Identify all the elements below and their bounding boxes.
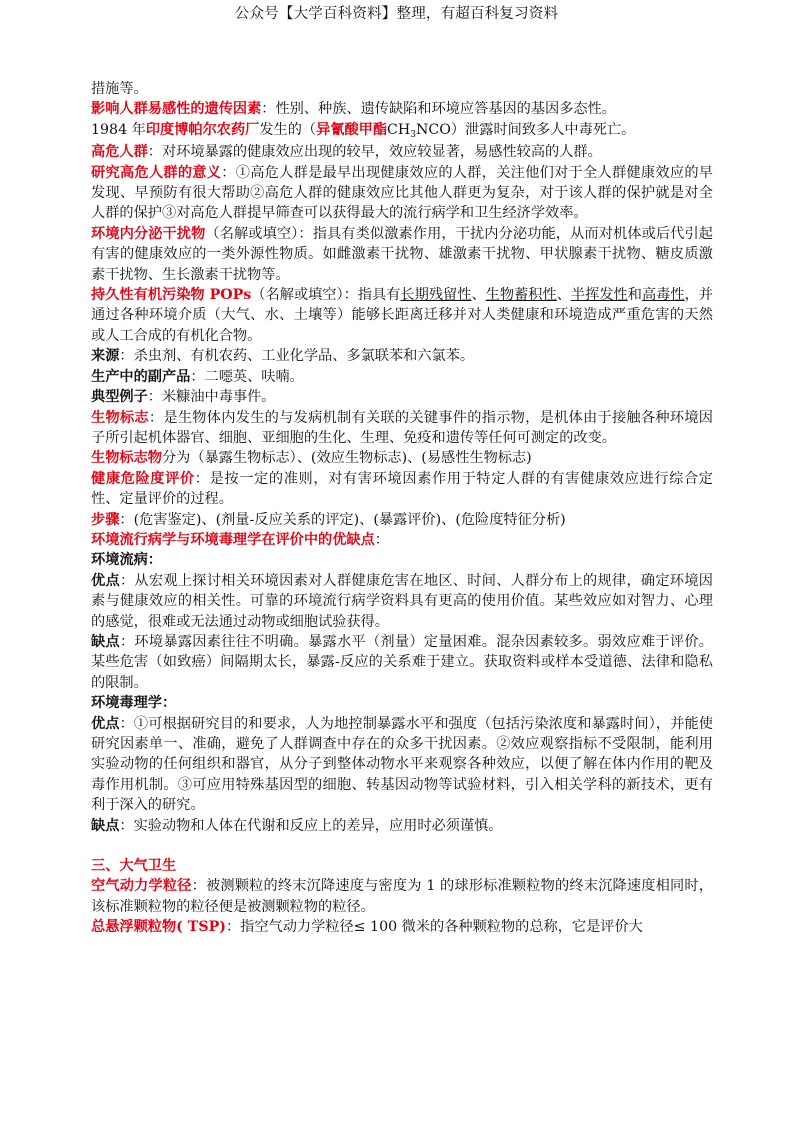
term-label: 高危人群: [91, 144, 148, 161]
term-label: 环境内分泌干扰物: [91, 225, 206, 242]
paragraph: [91, 387, 713, 407]
text: （名解或填空）：指具有类似激素作用，干扰内分泌功能，从而对机体或后代引起有害的健康效应的一类外源性物质。如雌激素干扰物、雄激素干扰物、甲状腺素干扰物、糖皮质激素干扰物、生长激素干扰物等。: [91, 225, 713, 283]
term-label: 异氰酸甲酯: [316, 121, 388, 138]
text: 、: [556, 287, 571, 304]
text: ：从宏观上探讨相关环境因素对人群健康危害在地区、时间、人群分布上的规律，确定环境因素与健康效应的相关性。可靠的环境流行病学资料具有更高的使用价值。某些效应如对智力、心理的感觉，很难或无法通过动物或细胞试验获得。: [91, 572, 713, 630]
paragraph: [91, 714, 713, 816]
text: NCO: [416, 121, 451, 138]
term-label: 典型例子: [91, 389, 148, 406]
section-title: 三、大气卫生: [91, 858, 177, 875]
subheading: 环境毒理学：: [91, 695, 177, 712]
paragraph: [91, 530, 713, 550]
subheading: 环境流病：: [91, 552, 162, 569]
term-label: 来源: [91, 348, 120, 365]
paragraph: [91, 79, 713, 99]
paragraph: [91, 285, 713, 346]
paragraph: [91, 571, 713, 632]
paragraph: [91, 408, 713, 449]
paragraph: [91, 120, 713, 142]
paragraph: [91, 99, 713, 119]
text: ：: [374, 531, 389, 548]
text: （名解或填空）：指具有: [251, 287, 401, 304]
term-label: 影响人群易感性的遗传因素: [91, 101, 262, 118]
text: 发生的（: [259, 121, 317, 138]
text: ：指空气动力学粒径≤ 100 微米的各种颗粒物的总称，它是评价大: [225, 919, 643, 936]
text: ：性别、种族、遗传缺陷和环境应答基因的基因多态性。: [261, 101, 616, 118]
term-label: 持久性有机污染物 POPs: [91, 287, 252, 304]
paragraph: [91, 632, 713, 693]
underlined-term: 长期残留性: [400, 287, 472, 304]
text: ：杀虫剂、有机农药、工业化学品、多氯联苯和六氯苯。: [119, 348, 475, 365]
paragraph: [91, 367, 713, 387]
text: 分为（暴露生物标志）、(效应生物标志)、(易感性生物标志): [161, 450, 532, 467]
spacer: [91, 836, 713, 856]
term-label: 生产中的副产品: [91, 368, 191, 385]
term-label: 步骤: [91, 511, 120, 528]
text: ：环境暴露因素往往不明确。暴露水平（剂量）定量困难。混杂因素较多。弱效应难于评价。某些危害（如致癌）间隔期太长，暴露-反应的关系难于建立。获取资料或样本受道德、法律和隐私的限制。: [91, 633, 713, 691]
text: ：被测颗粒的终末沉降速度与密度为 1 的球形标准颗粒物的终末沉降速度相同时，该标准颗粒物的粒径便是被测颗粒物的粒径。: [91, 878, 713, 915]
paragraph: [91, 346, 713, 366]
term-label: 生物标志物: [91, 450, 162, 467]
chemical-formula: [387, 122, 451, 138]
page-header: 公众号【大学百科资料】整理，有超百科复习资料: [234, 6, 559, 22]
term-label: 优点: [91, 572, 120, 589]
paragraph: [91, 917, 713, 937]
text: ：①可根据研究目的和要求，人为地控制暴露水平和强度（包括污染浓度和暴露时间），并能使研究因素单一、准确，避免了人群调查中存在的众多干扰因素。②效应观察指标不受限制，能利用实验动物的任何组织和器官，从分子到整体动物水平来观察各种效应，以便了解在体内作用的靶及毒作用机制。③可应用特殊基因型的细胞、转基因动物等试验材料，引入相关学科的新技术，更有利于深入的研究。: [91, 715, 713, 814]
text: 1984 年: [91, 121, 146, 138]
paragraph: [91, 550, 713, 570]
underlined-term: 高毒性: [641, 287, 685, 304]
paragraph: [91, 510, 713, 530]
text: ：(危害鉴定)、(剂量-反应关系的评定)、(暴露评价)、(危险度特征分析): [119, 511, 566, 528]
paragraph: [91, 448, 713, 468]
paragraph: [91, 163, 713, 224]
term-label: 空气动力学粒径: [91, 878, 192, 895]
term-label: 优点: [91, 715, 120, 732]
paragraph: [91, 142, 713, 162]
term-label: 总悬浮颗粒物( TSP): [91, 919, 226, 936]
underlined-term: 半挥发性: [570, 287, 628, 304]
text: ：是生物体内发生的与发病机制有关联的关键事件的指示物，是机体由于接触各种环境因子所引起机体器官、细胞、亚细胞的生化、生理、免疫和遗传等任何可测定的改变。: [91, 409, 713, 446]
text: 、: [471, 287, 486, 304]
text: ：是按一定的准则，对有害环境因素作用于特定人群的有害健康效应进行综合定性、定量评价的过程。: [91, 470, 713, 508]
paragraph: [91, 224, 713, 285]
paragraph: [91, 876, 713, 917]
text: ：①高危人群是最早出现健康效应的人群，关注他们对于全人群健康效应的早发现、早预防有很大帮助②高危人群的健康效应比其他人群更为复杂，对于该人群的保护就是对全人群的保护③对高危人群提早筛查可以获得最大的流行病学和卫生经济学效率。: [91, 164, 713, 222]
text: ：对环境暴露的健康效应出现的较早，效应较显著，易感性较高的人群。: [147, 144, 602, 161]
text: ：二噁英、呋喃。: [190, 368, 304, 385]
term-label: 研究高危人群的意义: [91, 164, 222, 181]
section-heading: 环境流行病学与环境毒理学在评价中的优缺点: [91, 531, 375, 548]
paragraph: [91, 469, 713, 510]
paragraph: [91, 816, 713, 836]
text: CH: [387, 121, 411, 138]
text: ）泄露时间致多人中毒死亡。: [450, 121, 636, 138]
term-label: 缺点: [91, 633, 120, 650]
term-label: 生物标志: [91, 409, 149, 426]
text: 和: [627, 287, 642, 304]
term-label: 健康危险度评价: [91, 470, 195, 487]
text: 措施等。: [91, 81, 148, 97]
paragraph: [91, 693, 713, 713]
term-label: 印度博帕尔农药厂: [145, 121, 260, 138]
underlined-term: 生物蓄积性: [485, 287, 557, 304]
paragraph: [91, 856, 713, 876]
term-label: 缺点: [91, 817, 120, 834]
text: ：实验动物和人体在代谢和反应上的差异，应用时必须谨慎。: [119, 817, 503, 834]
document-body: [91, 79, 713, 938]
text: ，并通过各种环境介质（大气、水、土壤等）能够长距离迁移并对人类健康和环境造成严重危害的天然或人工合成的有机化合物。: [91, 287, 713, 344]
subscript: 3: [410, 129, 417, 140]
text: ：米糠油中毒事件。: [147, 389, 276, 406]
